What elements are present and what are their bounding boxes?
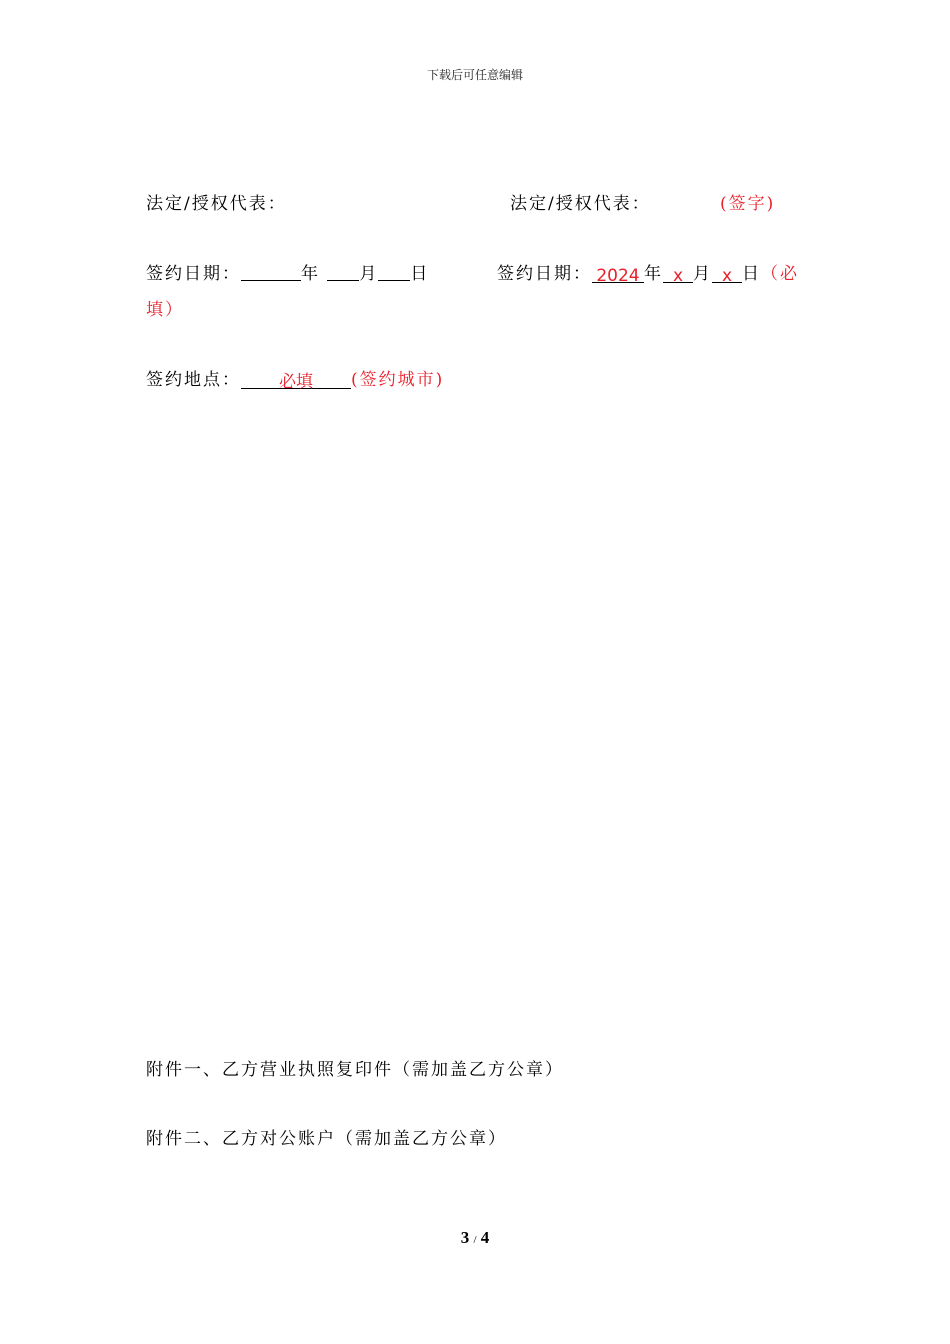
right-date-label: 签约日期： xyxy=(497,264,592,284)
place-line xyxy=(146,368,444,392)
attachment-1: 附件一、乙方营业执照复印件（需加盖乙方公章） xyxy=(146,1060,564,1080)
right-date-note-1: （必 xyxy=(761,264,799,284)
right-rep-label: 法定/授权代表： xyxy=(510,194,651,214)
left-day-unit: 日 xyxy=(410,264,430,284)
place-note: (签约城市) xyxy=(351,370,445,390)
right-date-note-2: 填） xyxy=(146,300,184,320)
left-month-blank[interactable] xyxy=(327,262,359,281)
page-current: 3 xyxy=(460,1228,470,1247)
page-number xyxy=(0,1228,950,1248)
right-date-line xyxy=(497,262,799,286)
page-separator: / xyxy=(473,1234,477,1246)
left-date-label: 签约日期： xyxy=(146,264,241,284)
attachment-2: 附件二、乙方对公账户（需加盖乙方公章） xyxy=(146,1129,507,1149)
page-total: 4 xyxy=(480,1228,490,1247)
place-label: 签约地点： xyxy=(146,370,241,390)
left-year-unit: 年 xyxy=(301,264,320,284)
right-rep-line xyxy=(510,192,651,216)
right-day-unit: 日 xyxy=(742,264,761,284)
left-rep-label: 法定/授权代表： xyxy=(146,194,287,214)
right-rep-note: (签字) xyxy=(720,194,776,214)
right-year-unit: 年 xyxy=(644,264,663,284)
right-year-value[interactable]: 2024 xyxy=(592,264,644,283)
left-year-blank[interactable] xyxy=(241,262,301,281)
page-header: 下载后可任意编辑 xyxy=(426,68,523,82)
right-month-unit: 月 xyxy=(693,264,712,284)
right-month-value[interactable]: x xyxy=(663,264,693,283)
left-month-unit: 月 xyxy=(359,264,379,284)
right-day-value[interactable]: x xyxy=(712,264,742,283)
left-day-blank[interactable] xyxy=(378,262,410,281)
left-date-line xyxy=(146,262,429,286)
place-value[interactable]: 必填 xyxy=(241,370,351,389)
